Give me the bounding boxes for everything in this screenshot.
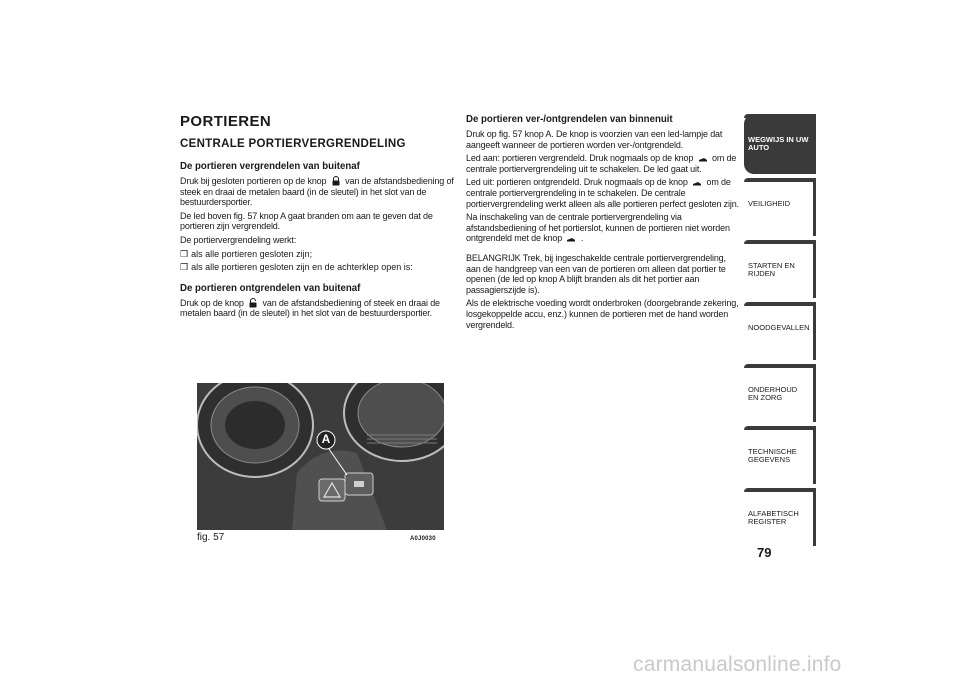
door-lock-button-icon [692, 177, 702, 187]
tab-veiligheid[interactable]: VEILIGHEID [744, 178, 816, 236]
figure-door-lock-button [197, 383, 444, 530]
chapter-tabs [744, 114, 820, 550]
right-column [466, 113, 742, 333]
figure-code: A0J0030 [410, 536, 436, 542]
tab-onderhoud-en-zorg[interactable]: ONDERHOUD EN ZORG [744, 364, 816, 422]
paragraph-led-off [466, 177, 742, 209]
text-fragment: Led uit: portieren ontgrendeld. Druk nogmaals op de knop [466, 177, 688, 188]
left-column [180, 113, 460, 322]
text-fragment: om de centrale portiervergrendeling uit te schakelen. De led gaat uit. [466, 153, 737, 174]
heading-lock-outside: De portieren vergrendelen van buitenaf [180, 160, 360, 172]
bullet-box-icon: ❒ [180, 248, 189, 259]
tab-alfabetisch-register[interactable]: ALFABETISCH REGISTER [744, 488, 816, 546]
padlock-icon [331, 176, 341, 186]
figure-caption: fig. 57 [197, 532, 225, 543]
door-lock-button-icon [566, 233, 576, 243]
tab-wegwijs[interactable]: WEGWIJS IN UW AUTO [744, 114, 816, 174]
text-fragment: om de centrale portiervergrendeling in te schakelen. De centrale portiervergrendeling werkt alleen als alle portieren perfect gesloten zijn. [466, 177, 739, 209]
list-item [180, 262, 460, 273]
list-item-text: als alle portieren gesloten zijn en de achterklep open is: [191, 262, 413, 273]
paragraph-after-lock [466, 212, 742, 244]
section-title: PORTIEREN [180, 113, 272, 130]
text-fragment: Na inschakeling van de centrale portiervergrendeling via afstandsbediening of het portierslot, kunnen de portieren niet worden ontgrendeld met de knop [466, 212, 730, 244]
text-fragment: . [580, 233, 584, 244]
paragraph-led: De led boven fig. 57 knop A gaat branden om aan te geven dat de portieren zijn vergrendeld. [180, 210, 433, 232]
padlock-open-icon [248, 298, 258, 308]
tab-technische-gegevens[interactable]: TECHNISCHE GEGEVENS [744, 426, 816, 484]
text-fragment: van de afstandsbediening of steek en draai de metalen baard (in de sleutel) in het slot van de bestuurdersportier. [180, 176, 454, 208]
list-item [180, 249, 460, 260]
paragraph-inside-1: Druk op fig. 57 knop A. De knop is voorzien van een led-lampje dat aangeeft wanneer de portieren worden ver-/ontgrendeld. [466, 129, 723, 150]
text-fragment: Led aan: portieren vergrendeld. Druk nogmaals op de knop [466, 153, 694, 164]
list-item-text: als alle portieren gesloten zijn; [191, 248, 313, 259]
subsection-title: CENTRALE PORTIERVERGRENDELING [180, 138, 406, 150]
bullet-box-icon: ❒ [180, 262, 189, 273]
paragraph-lock-outside [180, 176, 460, 208]
heading-unlock-outside: De portieren ontgrendelen van buitenaf [180, 281, 361, 294]
tab-starten-en-rijden[interactable]: STARTEN EN RIJDEN [744, 240, 816, 298]
paragraph-power-loss: Als de elektrische voeding wordt onderbroken (doorgebrande zekering, losgekoppelde accu, enz.) kunnen de portieren met de hand worden vergrendeld. [466, 298, 739, 330]
text-fragment: Druk bij gesloten portieren op de knop [180, 176, 327, 186]
paragraph-unlock-outside [180, 298, 460, 319]
watermark: carmanualsonline.info [633, 653, 842, 676]
heading-inside: De portieren ver-/ontgrendelen van binnenuit [466, 113, 673, 125]
paragraph-led-on [466, 153, 742, 174]
figure-label-A: A [321, 432, 331, 446]
tab-noodgevallen[interactable]: NOODGEVALLEN [744, 302, 816, 360]
paragraph-important: BELANGRIJK Trek, bij ingeschakelde centrale portiervergrendeling, aan de handgreep van een van de portieren om alleen dat portier te openen (de led op knop A blijft branden als dit het portier aan passagierszijde is). [466, 252, 726, 295]
text-fragment: Druk op de knop [180, 297, 244, 308]
door-lock-button-icon [698, 153, 708, 163]
text-fragment: van de afstandsbediening of steek en draai de metalen baard (in de sleutel) in het slot van de bestuurdersportier. [180, 297, 440, 319]
paragraph-works: De portiervergrendeling werkt: [180, 234, 297, 245]
page-number: 79 [757, 545, 772, 560]
